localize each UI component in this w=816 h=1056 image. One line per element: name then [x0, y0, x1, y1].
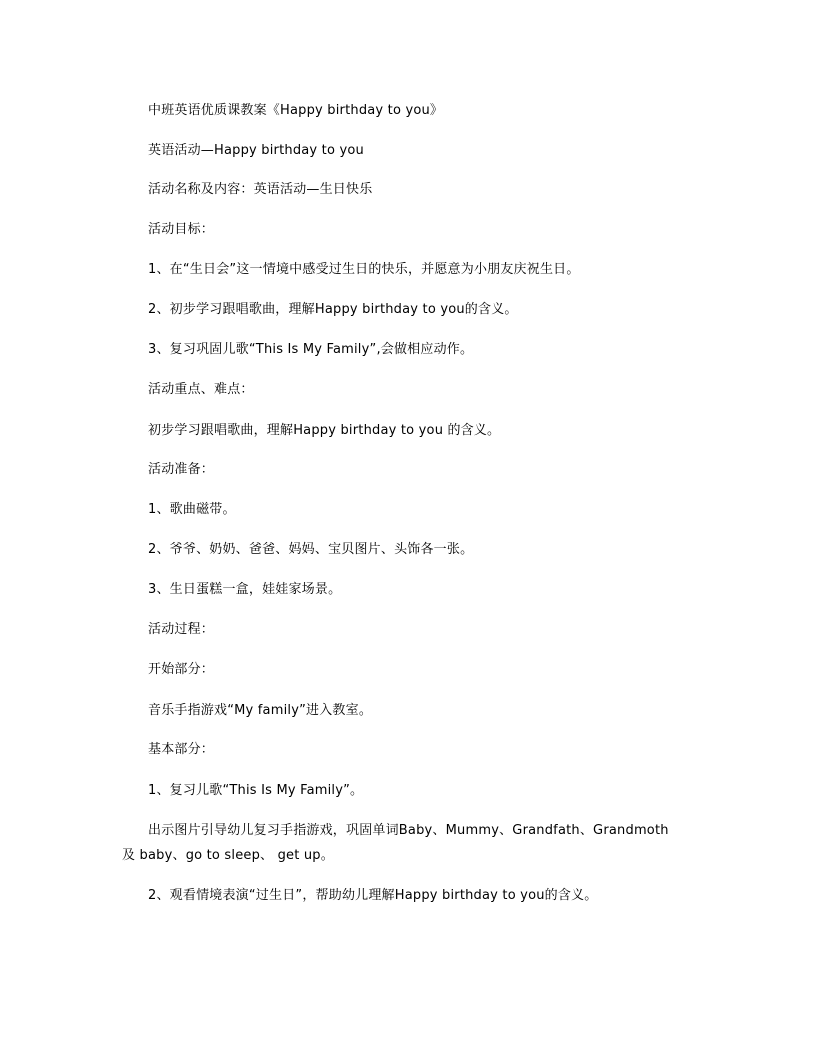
goal-item: 3、复习巩固儿歌“This Is My Family”,会做相应动作。 — [148, 342, 474, 357]
document-title: 中班英语优质课教案《Happy birthday to you》 — [148, 103, 444, 118]
section-goals-heading: 活动目标： — [148, 222, 215, 237]
focus-text: 初步学习跟唱歌曲，理解Happy birthday to you 的含义。 — [148, 423, 501, 438]
goal-item: 1、在“生日会”这一情境中感受过生日的快乐，并愿意为小朋友庆祝生日。 — [148, 262, 580, 277]
goal-item: 2、初步学习跟唱歌曲，理解Happy birthday to you的含义。 — [148, 302, 518, 317]
basic-item: 2、观看情境表演“过生日”，帮助幼儿理解Happy birthday to you的含义。 — [148, 888, 598, 903]
basic-item-text: 出示图片引导幼儿复习手指游戏，巩固单词Baby、Mummy、Grandfath、Grandmoth — [148, 823, 669, 838]
basic-item: 1、复习儿歌“This Is My Family”。 — [148, 783, 364, 798]
section-start-heading: 开始部分： — [148, 662, 215, 677]
activity-name: 活动名称及内容：英语活动—生日快乐 — [148, 182, 373, 197]
basic-item-text-continued: 及 baby、go to sleep、 get up。 — [122, 848, 334, 863]
activity-heading: 英语活动—Happy birthday to you — [148, 143, 364, 158]
section-preparation-heading: 活动准备： — [148, 462, 215, 477]
section-process-heading: 活动过程： — [148, 622, 215, 637]
section-basic-heading: 基本部分： — [148, 742, 215, 757]
section-focus-heading: 活动重点、难点： — [148, 382, 254, 397]
preparation-item: 1、歌曲磁带。 — [148, 502, 236, 517]
start-text: 音乐手指游戏“My family”进入教室。 — [148, 703, 373, 718]
preparation-item: 3、生日蛋糕一盒，娃娃家场景。 — [148, 582, 342, 597]
preparation-item: 2、爷爷、奶奶、爸爸、妈妈、宝贝图片、头饰各一张。 — [148, 542, 474, 557]
